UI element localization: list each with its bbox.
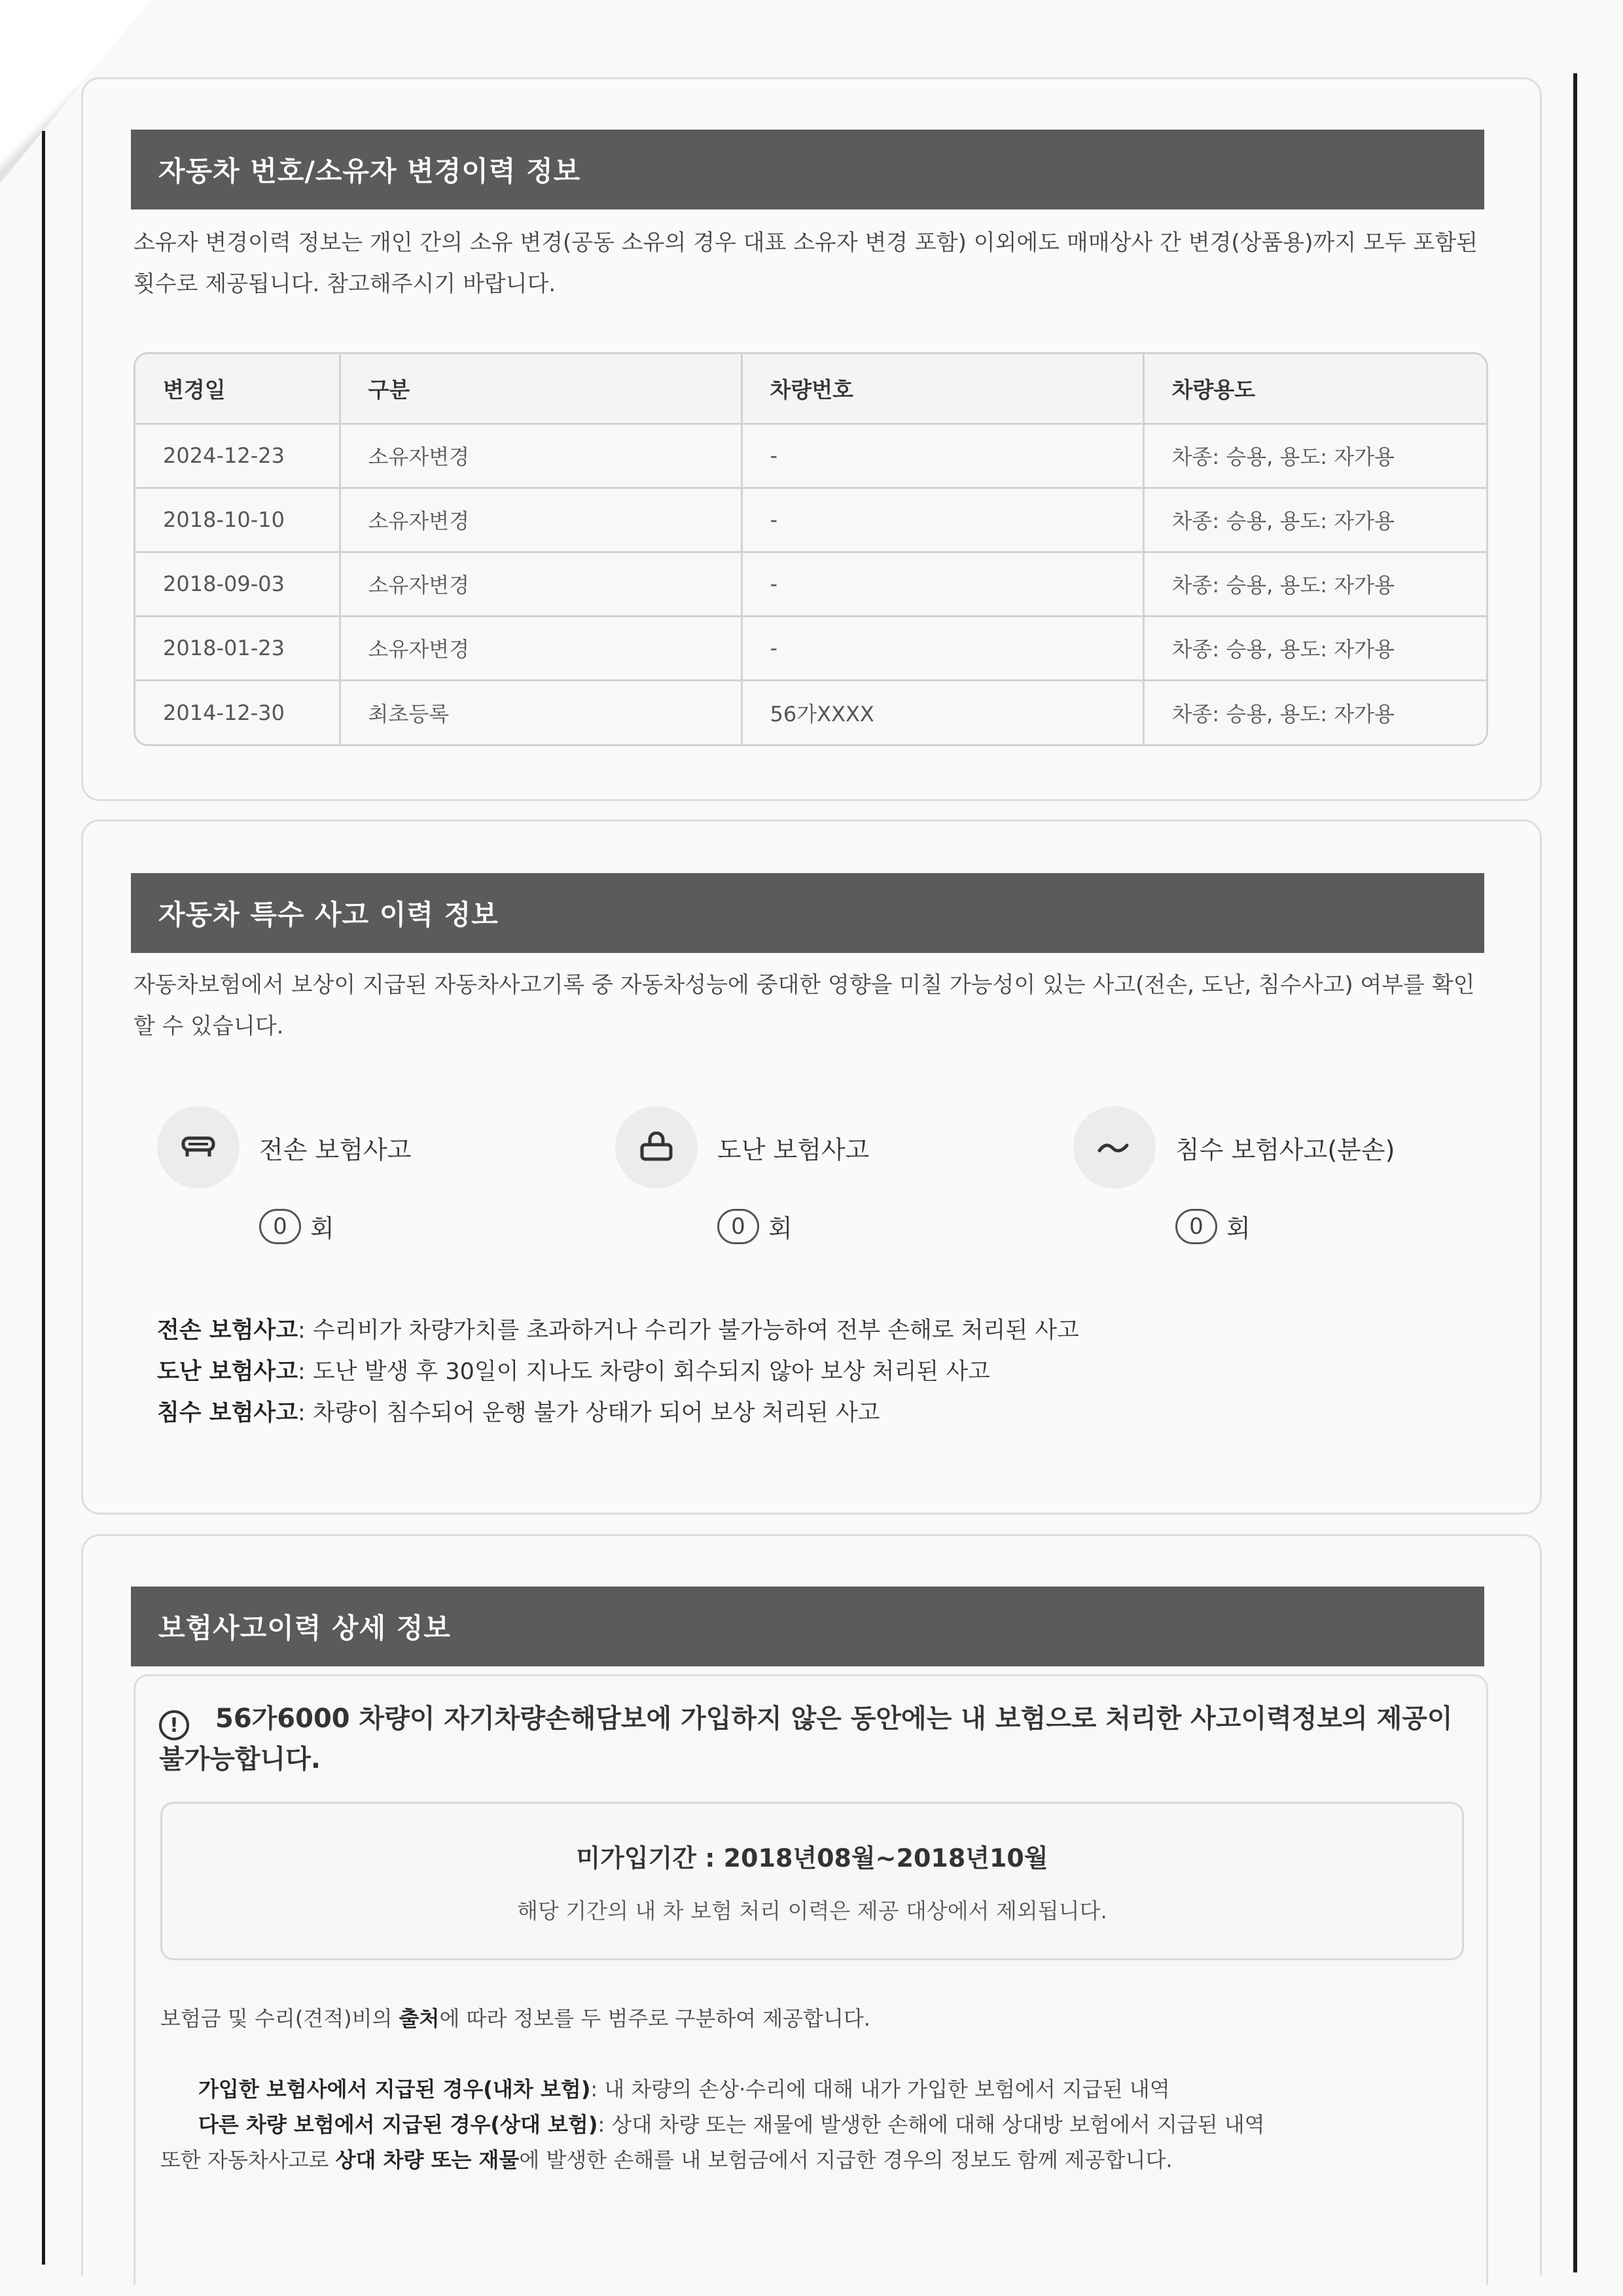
cell-plate: - xyxy=(741,423,1143,488)
uninsured-period-box xyxy=(160,1802,1464,1960)
column-header-date: 변경일 xyxy=(135,354,340,423)
info-intro-bold: 출처 xyxy=(399,2006,440,2031)
theft-count-value: 0 xyxy=(717,1209,759,1244)
cell-plate: - xyxy=(741,488,1143,552)
theft-count xyxy=(717,1208,793,1244)
other-insurance-line xyxy=(198,2108,1265,2138)
uninsured-period-title: 미가입기간 : 2018년08월~2018년10월 xyxy=(576,1844,1048,1873)
total-loss-count xyxy=(259,1208,334,1244)
cell-type: 소유자변경 xyxy=(340,616,741,680)
accident-definitions xyxy=(157,1310,1400,1434)
definition-term: 침수 보험사고 xyxy=(157,1400,298,1426)
car-damage-icon xyxy=(157,1106,240,1189)
table-row xyxy=(135,423,1486,488)
column-header-type: 구분 xyxy=(340,354,741,423)
info-circle-icon: ! xyxy=(159,1710,189,1740)
cell-usage: 차종: 승용, 용도: 자가용 xyxy=(1143,616,1486,680)
cell-plate: - xyxy=(741,616,1143,680)
uninsured-period-note: 해당 기간의 내 차 보험 처리 이력은 제공 대상에서 제외됩니다. xyxy=(517,1898,1107,1924)
definition-theft xyxy=(157,1352,1400,1393)
table-row xyxy=(135,552,1486,616)
total-loss-label: 전손 보험사고 xyxy=(259,1136,412,1164)
theft-count-unit: 회 xyxy=(768,1214,793,1243)
flood-accident-item xyxy=(1073,1106,1531,1250)
theft-label: 도난 보험사고 xyxy=(717,1136,870,1164)
own-insurance-text: : 내 차량의 손상·수리에 대해 내가 가입한 보험에서 지급된 내역 xyxy=(590,2077,1170,2102)
table-row xyxy=(135,616,1486,680)
total-loss-accident-item xyxy=(157,1106,615,1250)
flood-label: 침수 보험사고(분손) xyxy=(1175,1136,1395,1164)
cell-plate: 56가XXXX xyxy=(741,680,1143,744)
definition-text: : 도난 발생 후 30일이 지나도 차량이 회수되지 않아 보상 처리된 사고 xyxy=(298,1359,990,1385)
flood-count-unit: 회 xyxy=(1226,1214,1251,1243)
cell-date: 2018-10-10 xyxy=(135,488,340,552)
other-insurance-text: : 상대 차량 또는 재물에 발생한 손해에 대해 상대방 보험에서 지급된 내역 xyxy=(597,2112,1265,2137)
page-edge-right xyxy=(1573,73,1577,2272)
definition-flood xyxy=(157,1393,1400,1434)
owner-history-description: 소유자 변경이력 정보는 개인 간의 소유 변경(공동 소유의 경우 대표 소유자 변경 포함) 이외에도 매매상사 간 변경(상품용)까지 모두 포함된 횟수로 제공됩니다. 참고해주시기 바랍니다. xyxy=(134,230,1478,297)
special-accident-description: 자동차보험에서 보상이 지급된 자동차사고기록 중 자동차성능에 중대한 영향을 미칠 가능성이 있는 사고(전손, 도난, 침수사고) 여부를 확인할 수 있습니다. xyxy=(134,972,1475,1039)
column-header-plate: 차량번호 xyxy=(741,354,1143,423)
uninsured-notice: 56가6000 차량이 자기차량손해담보에 가입하지 않은 동안에는 내 보험으로 처리한 사고이력정보의 제공이 불가능합니다. xyxy=(159,1704,1453,1774)
additional-info-bold: 상대 차량 또는 재물 xyxy=(335,2147,520,2172)
column-header-usage: 차량용도 xyxy=(1143,354,1486,423)
theft-accident-item xyxy=(615,1106,1073,1250)
own-insurance-term: 가입한 보험사에서 지급된 경우(내차 보험) xyxy=(198,2077,591,2102)
cell-usage: 차종: 승용, 용도: 자가용 xyxy=(1143,680,1486,744)
definition-text: : 차량이 침수되어 운행 불가 상태가 되어 보상 처리된 사고 xyxy=(298,1400,880,1426)
insurance-detail-header: 보험사고이력 상세 정보 xyxy=(131,1587,1484,1666)
flood-count xyxy=(1175,1208,1251,1244)
cell-type: 최초등록 xyxy=(340,680,741,744)
wave-icon xyxy=(1073,1106,1156,1189)
owner-history-table xyxy=(134,352,1488,746)
other-insurance-term: 다른 차량 보험에서 지급된 경우(상대 보험) xyxy=(198,2112,598,2137)
cell-date: 2014-12-30 xyxy=(135,680,340,744)
info-intro xyxy=(160,2002,870,2032)
cell-type: 소유자변경 xyxy=(340,488,741,552)
flood-count-value: 0 xyxy=(1175,1209,1217,1244)
cell-plate: - xyxy=(741,552,1143,616)
definition-text: : 수리비가 차량가치를 초과하거나 수리가 불가능하여 전부 손해로 처리된 사고 xyxy=(298,1318,1079,1344)
cell-usage: 차종: 승용, 용도: 자가용 xyxy=(1143,488,1486,552)
total-loss-count-unit: 회 xyxy=(310,1214,334,1243)
total-loss-count-value: 0 xyxy=(259,1209,301,1244)
definition-term: 도난 보험사고 xyxy=(157,1359,298,1385)
page-edge-left xyxy=(42,131,45,2265)
cell-date: 2018-01-23 xyxy=(135,616,340,680)
info-intro-text-a: 보험금 및 수리(견적)비의 xyxy=(160,2006,399,2031)
definition-total-loss xyxy=(157,1310,1400,1352)
own-insurance-line xyxy=(198,2073,1170,2103)
cell-usage: 차종: 승용, 용도: 자가용 xyxy=(1143,552,1486,616)
cell-date: 2024-12-23 xyxy=(135,423,340,488)
info-intro-text-b: 에 따라 정보를 두 범주로 구분하여 제공합니다. xyxy=(439,2006,870,2031)
table-row xyxy=(135,680,1486,744)
definition-term: 전손 보험사고 xyxy=(157,1318,298,1344)
additional-info-line xyxy=(160,2144,1173,2174)
additional-info-text-a: 또한 자동차사고로 xyxy=(160,2147,336,2172)
lock-icon xyxy=(615,1106,698,1189)
additional-info-text-b: 에 발생한 손해를 내 보험금에서 지급한 경우의 정보도 함께 제공합니다. xyxy=(519,2147,1173,2172)
cell-type: 소유자변경 xyxy=(340,552,741,616)
cell-type: 소유자변경 xyxy=(340,423,741,488)
table-row xyxy=(135,488,1486,552)
owner-history-header: 자동차 번호/소유자 변경이력 정보 xyxy=(131,130,1484,209)
table-header-row xyxy=(135,354,1486,423)
special-accident-header: 자동차 특수 사고 이력 정보 xyxy=(131,873,1484,953)
insurance-notice-box xyxy=(134,1674,1488,2285)
cell-date: 2018-09-03 xyxy=(135,552,340,616)
cell-usage: 차종: 승용, 용도: 자가용 xyxy=(1143,423,1486,488)
